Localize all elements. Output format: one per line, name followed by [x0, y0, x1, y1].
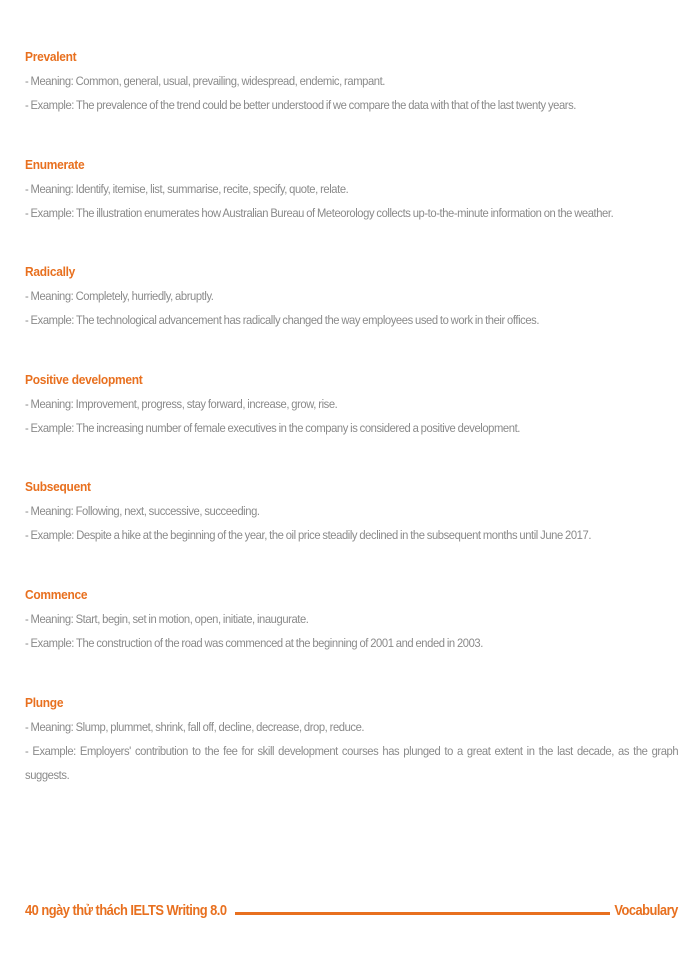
vocab-entry-enumerate: [25, 156, 680, 264]
vocab-meaning: - Meaning: Common, general, usual, prevailing, widespread, endemic, rampant.: [25, 74, 385, 88]
vocab-example: - Example: Employers' contribution to the fee for skill development courses has plunged to a great extent in the last decade, as the graph suggests.: [25, 743, 679, 782]
vocab-example: - Example: The increasing number of female executives in the company is considered a positive development.: [25, 420, 520, 435]
vocab-entry-plunge: [25, 694, 680, 802]
vocab-meaning: - Meaning: Following, next, successive, succeeding.: [25, 504, 260, 519]
vocab-term: Subsequent: [25, 479, 91, 495]
vocab-meaning: - Meaning: Identify, itemise, list, summarise, recite, specify, quote, relate.: [25, 181, 349, 196]
vocab-meaning: - Meaning: Slump, plummet, shrink, fall off, decline, decrease, drop, reduce.: [25, 719, 365, 734]
vocab-example: - Example: The technological advancement has radically changed the way employees used to work in their offices.: [25, 313, 540, 328]
vocab-term: Enumerate: [25, 156, 85, 172]
vocab-example: - Example: The illustration enumerates how Australian Bureau of Meteorology collects up-to-the-minute information on the weather.: [25, 205, 614, 220]
footer-series-title: 40 ngày thử thách IELTS Writing 8.0: [25, 901, 227, 919]
vocab-example: - Example: The construction of the road was commenced at the beginning of 2001 and ended in 2003.: [25, 635, 483, 650]
vocab-entry-positive-development: [25, 371, 680, 479]
vocab-meaning: - Meaning: Completely, hurriedly, abruptly.: [25, 289, 214, 304]
vocabulary-list: [25, 48, 680, 801]
vocab-entry-commence: [25, 586, 680, 694]
vocab-example: - Example: Despite a hike at the beginning of the year, the oil price steadily declined in the subsequent months until June 2017.: [25, 528, 592, 543]
footer-divider: [235, 912, 610, 915]
vocab-term: Radically: [25, 264, 76, 280]
vocab-term: Plunge: [25, 694, 64, 710]
vocab-entry-prevalent: [25, 48, 680, 156]
vocab-entry-subsequent: [25, 478, 680, 586]
vocab-entry-radically: [25, 263, 680, 371]
vocab-term: Positive development: [25, 371, 143, 387]
vocab-term: Prevalent: [25, 49, 77, 64]
page-footer: [25, 898, 678, 922]
vocab-example: - Example: The prevalence of the trend could be better understood if we compare the data with that of the last twenty years.: [25, 98, 577, 112]
footer-section-label: Vocabulary: [614, 901, 678, 919]
vocab-meaning: - Meaning: Start, begin, set in motion, open, initiate, inaugurate.: [25, 611, 309, 626]
vocab-meaning: - Meaning: Improvement, progress, stay forward, increase, grow, rise.: [25, 396, 338, 411]
vocab-term: Commence: [25, 586, 88, 602]
